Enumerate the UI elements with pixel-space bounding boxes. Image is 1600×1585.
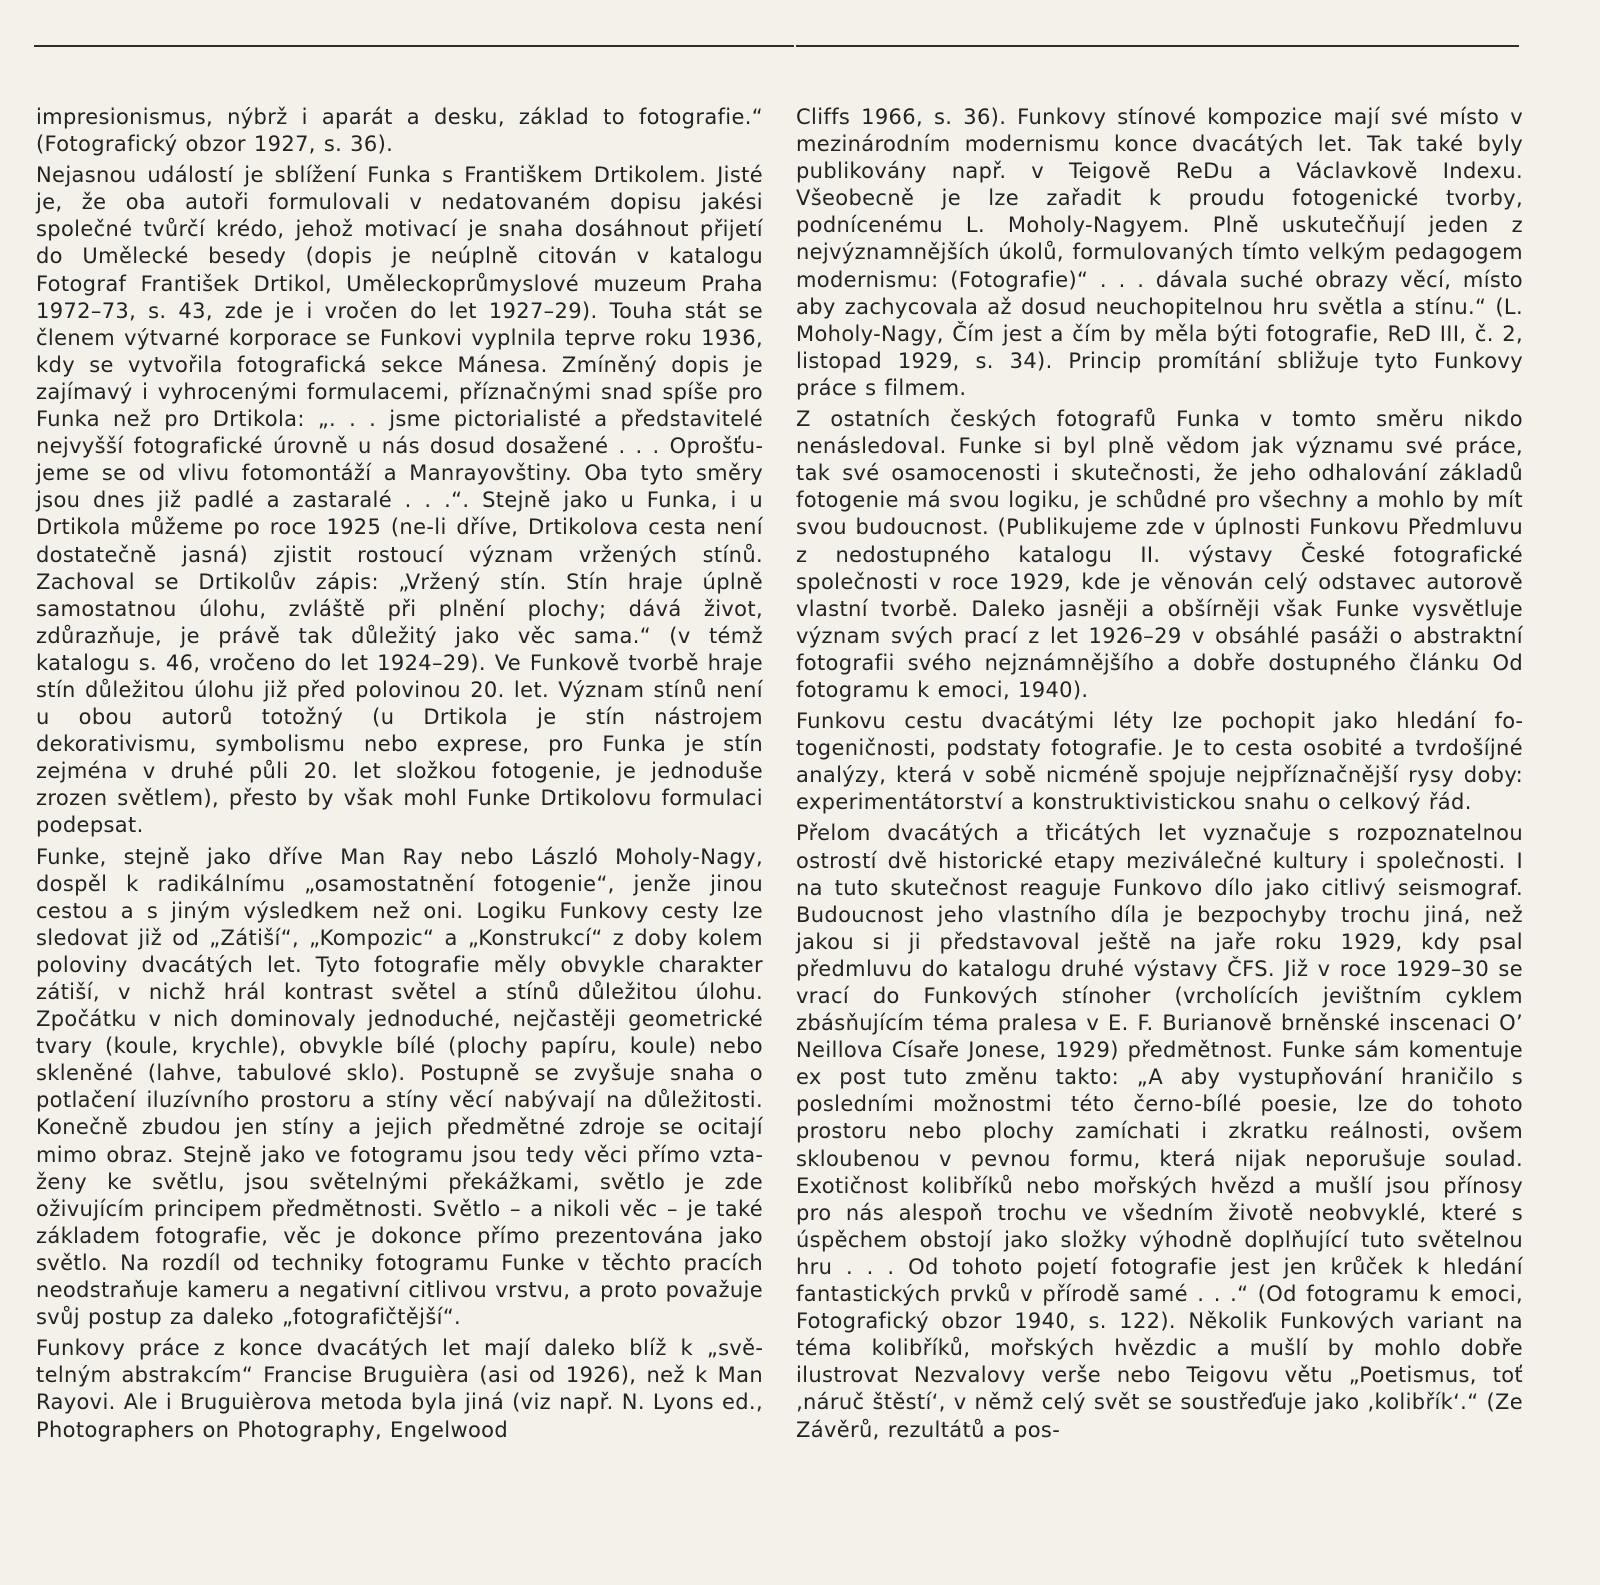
paragraph: Nejasnou událostí je sblížení Funka s Františkem Drtikolem. Jisté je, že oba autoři formulovali v nedatovaném dopisu jakési společné tvůrčí krédo, jehož motivací je snaha dosáhnout přijetí do Umělecké besedy (dopis je neúplně citován v katalogu Fotograf František Drtikol, Uměleckoprůmyslové muzeum Praha 1972–73, s. 43, zde je i vročen do let 1927–29). Touha stát se členem výtvarné korporace se Funkovi vyplnila teprve roku 1936, kdy se vytvořila fotografická sekce Mánesa. Zmíněný dopis je zajímavý i vyhrocenými formulacemi, příznačnými snad spíše pro Funka než pro Drtikola: „. . . jsme pictorialisté a představitelé nejvyšší fotografické úrovně u nás dosud dosažené . . . Oprošťujeme se od vlivu fotomontáží a Manrayovštiny. Oba tyto směry jsou dnes již padlé a zastaralé . . .“. Stejně jako u Funka, i u Drtikola můžeme po roce 1925 (ne-li dříve, Drtikolova cesta není dostatečně jasná) zjistit rostoucí význam vržených stínů. Zachoval se Drtikolův zápis: „Vržený stín. Stín hraje úplně samostatnou úlohu, zvláště při plnění plochy; dává život, zdůrazňuje, je právě tak důležitý jako věc sama.“ (v témž katalogu s. 46, vročeno do let 1924–29). Ve Funkově tvorbě hraje stín důležitou úlohu již před polovinou 20. let. Význam stínů není u obou autorů totožný (u Drtikola je stín nástrojem dekorativismu, symbolismu nebo exprese, pro Funka je stín zejména v druhé půli 20. let složkou fotogenie, je jednoduše zrozen světlem), přesto by však mohl Funke Drtikolovu formulaci podepsat.	[36, 163, 763, 838]
text-column-left	[36, 104, 763, 1448]
paragraph: Funke, stejně jako dříve Man Ray nebo László Moholy-Nagy, dospěl k radikálnímu „osamostatnění fotogenie“, jenže jinou cestou a s jiným výsledkem než oni. Logiku Funkovy cesty lze sledovat již od „Zátiší“, „Kompozic“ a „Konstrukcí“ z doby kolem poloviny dvacátých let. Tyto fotografie měly obvykle charakter zátiší, v nichž hrál kontrast světel a stínů důležitou úlohu. Zpočátku v nich dominovaly jednoduché, nejčastěji geometrické tvary (koule, krychle), obvykle bílé (plochy papíru, koule) nebo skleněné (lahve, tabulové sklo). Postupně se zvyšuje snaha o potlačení iluzívního prostoru a stíny věcí nabývají na důležitosti. Konečně zbudou jen stíny a jejich předmětné zdroje se ocitají mimo obraz. Stejně jako ve fotogramu jsou tedy věci přímo vztaženy ke světlu, jsou světelnými překážkami, světlo je zde oživujícím principem předmětnosti. Světlo – a nikoli věc – je také základem fotografie, věc je dokonce přímo prezentována jako světlo. Na rozdíl od techniky fotogramu Funke v těchto pracích neodstraňuje kameru a negativní citlivou vrstvu, a proto považuje svůj postup za daleko „fotografičtější“.	[36, 844, 763, 1330]
paragraph: Z ostatních českých fotografů Funka v tomto směru nikdo nenásledoval. Funke si byl plně vědom jak významu své práce, tak své osamocenosti i skutečnosti, že jeho odhalování základů fotogenie má svou logiku, je schůdné pro všechny a mohlo by mít svou budoucnost. (Publikujeme zde v úplnosti Funkovu Předmluvu z nedostupného katalogu II. výstavy České fotografické společnosti v roce 1929, kde je věnován celý odstavec autorově vlastní tvorbě. Daleko jasněji a obšírněji však Funke vysvětluje význam svých prací z let 1926–29 v obsáhlé pasáži o abstraktní fotografii svého nejznámnějšího a dobře dostupného článku Od fotogramu k emoci, 1940).	[796, 407, 1523, 702]
paragraph: impresionismus, nýbrž i aparát a desku, základ to fotografie.“ (Fotografický obzor 1927, s. 36).	[36, 105, 763, 157]
header-rule-left	[34, 45, 794, 47]
header-rule-right	[796, 45, 1519, 47]
paragraph: Funkovy práce z konce dvacátých let mají daleko blíž k „světelným abstrakcím“ Francise Bruguièra (asi od 1926), než k Man Rayovi. Ale i Bruguièrova metoda byla jiná (viz např. N. Lyons ed., Photographers on Photography, Engelwood	[36, 1336, 763, 1442]
paragraph: Funkovu cestu dvacátými léty lze pochopit jako hledání fotogeničnosti, podstaty fotografie. Je to cesta osobité a tvrdošíjné analýzy, která v sobě nicméně spojuje nejpříznačnější rysy doby: experimentátorství a konstruktivistickou snahu o celkový řád.	[796, 709, 1523, 815]
text-column-right	[796, 104, 1523, 1448]
paragraph: Cliffs 1966, s. 36). Funkovy stínové kompozice mají své místo v mezinárodním modernismu konce dvacátých let. Tak také byly publikovány např. v Teigově ReDu a Václavkově Indexu. Všeobecně je lze zařadit k proudu fotogenické tvorby, podnícenému L. Moholy-Nagyem. Plně uskutečňují jeden z nejvýznamnějších úkolů, formulovaných tímto velkým pedagogem modernismu: (Fotografie)“ . . . dávala suché obrazy věcí, místo aby zachycovala až dosud neuchopitelnou hru světla a stínu.“ (L. Moholy-Nagy, Čím jest a čím by měla býti fotografie, ReD III, č. 2, listopad 1929, s. 34). Princip promítání sbližuje tyto Funkovy práce s filmem.	[796, 105, 1523, 400]
paragraph: Přelom dvacátých a třicátých let vyznačuje s rozpoznatelnou ostrostí dvě historické etapy meziválečné kultury i společnosti. I na tuto skutečnost reaguje Funkovo dílo jako citlivý seismograf. Budoucnost jeho vlastního díla je bezpochyby trochu jiná, než jakou si ji představoval ještě na jaře roku 1929, kdy psal předmluvu do katalogu druhé výstavy ČFS. Již v roce 1929–30 se vrací do Funkových stínoher (vrcholících jevištním cyklem zbásňujícím téma pralesa v E. F. Burianově brněnské inscenaci O’ Neillova Císaře Jonese, 1929) předmětnost. Funke sám komentuje ex post tuto změnu takto: „A aby vystupňování hraničilo s posledními možnostmi této černo-bílé poesie, lze do tohoto prostoru nebo plochy zamíchati i zkratku reálnosti, ovšem skloubenou v pevnou formu, která nijak neporušuje soulad. Exotičnost kolibříků nebo mořských hvězd a mušlí jsou přínosy pro nás alespoň trochu ve všedním životě neobvyklé, které s úspěchem obstojí jako složky výhodně doplňující tuto světelnou hru . . . Od tohoto pojetí fotografie jest jen krůček k hledání fantastických prvků v přírodě samé . . .“ (Od fotogramu k emoci, Fotografický obzor 1940, s. 122). Několik Funkových variant na téma kolibříků, mořských hvězdic a mušlí by mohlo dobře ilustrovat Nezvalovy verše nebo Teigovu větu „Poetismus, toť ‚náruč štěstí‘, v němž celý svět se soustřeďuje jako ‚kolibřík‘.“ (Ze Závěrů, rezultátů a pos-	[796, 821, 1523, 1442]
